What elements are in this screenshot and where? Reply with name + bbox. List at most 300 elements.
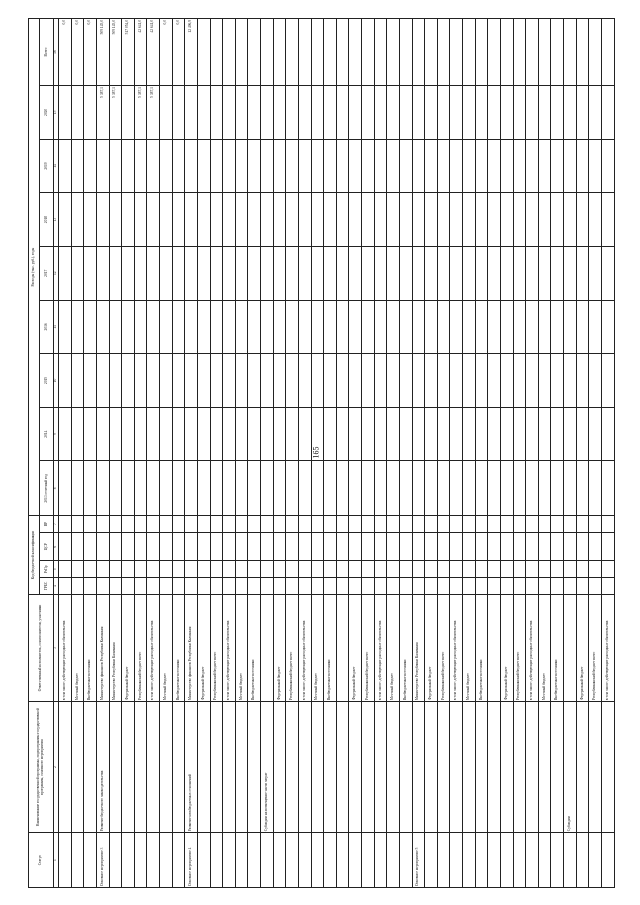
table-cell — [172, 561, 185, 578]
table-cell — [513, 19, 526, 86]
table-cell — [261, 139, 274, 193]
table-cell — [349, 407, 362, 461]
table-cell — [311, 246, 324, 300]
table-cell — [109, 461, 122, 516]
table-cell — [160, 833, 173, 888]
table-cell — [513, 578, 526, 595]
table-cell — [286, 561, 299, 578]
table-cell — [71, 578, 84, 595]
table-cell — [513, 461, 526, 516]
table-cell: Местный бюджет — [160, 594, 173, 701]
table-row — [71, 19, 84, 888]
table-cell — [387, 532, 400, 561]
table-cell — [450, 516, 463, 533]
table-cell — [387, 193, 400, 247]
table-cell — [109, 246, 122, 300]
table-cell — [374, 578, 387, 595]
table-cell — [273, 354, 286, 408]
header-expenses: Расходы (тыс. руб.), годы — [29, 19, 40, 516]
table-cell — [399, 86, 412, 140]
table-cell — [122, 300, 135, 354]
table-cell — [71, 833, 84, 888]
header-year-2020: 2020 — [40, 86, 54, 140]
rotated-table-container — [28, 18, 611, 888]
table-cell — [488, 702, 501, 833]
table-cell: 0,0 — [172, 19, 185, 86]
table-cell — [387, 516, 400, 533]
table-cell — [425, 246, 438, 300]
table-cell — [311, 407, 324, 461]
table-cell — [589, 193, 602, 247]
table-cell — [500, 702, 513, 833]
table-cell — [450, 246, 463, 300]
table-cell — [172, 461, 185, 516]
table-cell — [185, 561, 198, 578]
table-cell — [362, 561, 375, 578]
table-cell — [273, 407, 286, 461]
table-row — [475, 19, 488, 888]
table-cell — [425, 193, 438, 247]
table-cell: 517 054,0 — [122, 19, 135, 86]
table-cell — [336, 532, 349, 561]
table-cell: в том числе: действующие расходные обязательства — [298, 594, 311, 701]
table-cell — [450, 139, 463, 193]
table-cell: в том числе: действующие расходные обязательства — [374, 594, 387, 701]
table-cell — [248, 833, 261, 888]
table-cell — [538, 561, 551, 578]
table-cell — [210, 407, 223, 461]
table-cell — [248, 702, 261, 833]
table-cell — [349, 702, 362, 833]
table-cell — [538, 246, 551, 300]
table-cell — [197, 516, 210, 533]
table-cell — [513, 246, 526, 300]
table-cell — [71, 407, 84, 461]
table-cell — [513, 407, 526, 461]
table-cell — [488, 193, 501, 247]
table-cell — [463, 354, 476, 408]
table-cell — [248, 300, 261, 354]
table-cell — [601, 578, 614, 595]
table-cell — [576, 86, 589, 140]
table-cell — [134, 561, 147, 578]
table-cell — [71, 561, 84, 578]
table-cell — [223, 19, 236, 86]
table-cell — [500, 246, 513, 300]
table-cell — [248, 246, 261, 300]
table-cell — [248, 139, 261, 193]
table-cell — [147, 407, 160, 461]
table-cell — [450, 532, 463, 561]
table-cell — [273, 246, 286, 300]
column-number: 7 — [54, 516, 59, 533]
table-cell — [324, 86, 337, 140]
table-cell — [59, 300, 72, 354]
table-cell — [336, 561, 349, 578]
table-cell — [261, 407, 274, 461]
table-cell: Внебюджетные источники — [324, 594, 337, 701]
table-cell — [223, 300, 236, 354]
table-cell — [210, 86, 223, 140]
table-cell — [463, 300, 476, 354]
table-cell — [589, 578, 602, 595]
table-cell — [500, 461, 513, 516]
table-cell — [185, 246, 198, 300]
table-cell — [387, 354, 400, 408]
table-cell — [538, 86, 551, 140]
table-cell: в том числе: действующие расходные обязательства — [223, 594, 236, 701]
table-cell — [437, 193, 450, 247]
table-cell — [172, 407, 185, 461]
table-cell — [197, 300, 210, 354]
table-cell — [311, 193, 324, 247]
table-cell — [538, 532, 551, 561]
table-cell — [362, 300, 375, 354]
table-cell — [475, 461, 488, 516]
table-cell — [286, 516, 299, 533]
table-cell — [551, 833, 564, 888]
table-row — [210, 19, 223, 888]
table-row — [589, 19, 602, 888]
table-cell — [134, 193, 147, 247]
table-cell — [500, 139, 513, 193]
table-cell — [475, 86, 488, 140]
table-cell — [248, 516, 261, 533]
table-cell — [500, 300, 513, 354]
table-cell — [122, 578, 135, 595]
table-cell — [96, 354, 109, 408]
page-number: 165 — [311, 446, 321, 459]
table-cell — [526, 86, 539, 140]
table-row — [197, 19, 210, 888]
table-row — [526, 19, 539, 888]
table-cell: Внебюджетные источники — [248, 594, 261, 701]
table-cell — [286, 354, 299, 408]
table-cell — [96, 461, 109, 516]
table-cell — [349, 193, 362, 247]
table-cell — [475, 193, 488, 247]
table-cell — [122, 702, 135, 833]
table-cell — [185, 578, 198, 595]
column-number: 2 — [54, 702, 59, 833]
table-row — [273, 19, 286, 888]
table-cell: Развитие межбюджетных отношений — [185, 702, 198, 833]
table-cell — [84, 407, 97, 461]
table-cell — [601, 532, 614, 561]
table-cell — [172, 246, 185, 300]
table-row — [84, 19, 97, 888]
table-cell — [564, 532, 577, 561]
table-cell — [463, 86, 476, 140]
table-cell — [374, 561, 387, 578]
table-cell — [324, 300, 337, 354]
table-cell — [551, 300, 564, 354]
table-cell — [311, 139, 324, 193]
table-cell — [273, 300, 286, 354]
table-cell — [336, 702, 349, 833]
table-cell — [185, 516, 198, 533]
table-cell — [122, 561, 135, 578]
table-cell — [551, 561, 564, 578]
table-cell — [197, 461, 210, 516]
table-cell — [185, 193, 198, 247]
table-cell — [475, 532, 488, 561]
table-cell — [71, 300, 84, 354]
table-cell — [463, 139, 476, 193]
table-cell — [500, 407, 513, 461]
table-cell — [324, 532, 337, 561]
table-cell — [425, 532, 438, 561]
table-cell — [109, 354, 122, 408]
table-cell: в том числе: действующие расходные обязательства — [147, 594, 160, 701]
table-cell — [122, 246, 135, 300]
table-cell — [311, 354, 324, 408]
table-cell — [71, 516, 84, 533]
table-cell — [412, 86, 425, 140]
table-cell — [286, 193, 299, 247]
table-cell — [538, 139, 551, 193]
table-cell: Федеральный бюджет — [425, 594, 438, 701]
table-cell — [59, 578, 72, 595]
table-cell — [437, 139, 450, 193]
table-cell — [425, 139, 438, 193]
table-cell: 5 387,1 — [147, 86, 160, 140]
table-cell: Республиканский бюджет всего — [437, 594, 450, 701]
header-year-2015: 2015 — [40, 354, 54, 408]
table-row — [450, 19, 463, 888]
table-row — [349, 19, 362, 888]
header-year-2017: 2017 — [40, 246, 54, 300]
column-number: 11 — [54, 300, 59, 354]
table-cell — [488, 594, 501, 701]
table-cell — [488, 246, 501, 300]
column-number: 6 — [54, 532, 59, 561]
table-cell — [362, 578, 375, 595]
table-cell — [223, 246, 236, 300]
table-cell — [374, 86, 387, 140]
table-cell — [235, 246, 248, 300]
table-cell: 5 387,1 — [96, 86, 109, 140]
table-cell — [147, 300, 160, 354]
table-cell — [589, 702, 602, 833]
table-cell — [349, 19, 362, 86]
table-row — [96, 19, 109, 888]
table-cell: 42 641,0 — [147, 19, 160, 86]
table-cell — [273, 19, 286, 86]
table-cell — [109, 516, 122, 533]
table-cell — [235, 702, 248, 833]
table-cell — [387, 561, 400, 578]
table-cell: 42 641,0 — [134, 19, 147, 86]
table-cell — [160, 86, 173, 140]
table-cell — [147, 532, 160, 561]
table-row — [172, 19, 185, 888]
table-row — [425, 19, 438, 888]
table-cell — [526, 19, 539, 86]
table-cell — [412, 578, 425, 595]
table-cell — [59, 407, 72, 461]
table-cell — [564, 300, 577, 354]
table-cell — [374, 702, 387, 833]
table-cell — [564, 561, 577, 578]
table-cell — [589, 532, 602, 561]
table-cell — [71, 532, 84, 561]
table-cell — [273, 461, 286, 516]
table-cell: Республиканский бюджет всего — [134, 594, 147, 701]
table-cell — [172, 139, 185, 193]
table-cell — [273, 139, 286, 193]
table-cell — [71, 354, 84, 408]
table-cell — [475, 407, 488, 461]
budget-table — [28, 18, 615, 888]
table-cell — [526, 354, 539, 408]
table-cell — [298, 193, 311, 247]
table-cell — [96, 532, 109, 561]
column-number: 13 — [54, 193, 59, 247]
table-cell — [450, 354, 463, 408]
table-cell — [324, 246, 337, 300]
table-cell — [576, 354, 589, 408]
table-cell — [513, 354, 526, 408]
table-cell — [488, 578, 501, 595]
table-cell — [349, 461, 362, 516]
table-cell — [235, 300, 248, 354]
table-cell — [273, 86, 286, 140]
table-cell — [362, 354, 375, 408]
table-cell — [311, 578, 324, 595]
table-row — [122, 19, 135, 888]
table-cell: Внебюджетные источники — [84, 594, 97, 701]
table-cell — [576, 578, 589, 595]
table-cell — [564, 461, 577, 516]
table-cell — [324, 833, 337, 888]
table-cell — [463, 19, 476, 86]
table-cell — [122, 407, 135, 461]
table-cell — [59, 354, 72, 408]
table-cell — [223, 516, 236, 533]
table-cell — [71, 193, 84, 247]
table-cell: 509 145,0 — [109, 19, 122, 86]
table-cell — [488, 139, 501, 193]
table-cell — [210, 561, 223, 578]
table-cell — [551, 19, 564, 86]
table-cell — [399, 193, 412, 247]
table-cell — [437, 578, 450, 595]
table-cell — [488, 407, 501, 461]
table-cell — [513, 702, 526, 833]
table-cell — [538, 193, 551, 247]
table-cell — [425, 354, 438, 408]
table-cell — [109, 407, 122, 461]
table-cell — [538, 516, 551, 533]
table-cell — [564, 139, 577, 193]
table-cell: Внебюджетные источники — [172, 594, 185, 701]
table-cell — [185, 86, 198, 140]
table-cell — [576, 833, 589, 888]
table-cell — [210, 532, 223, 561]
table-cell — [336, 19, 349, 86]
table-cell — [450, 561, 463, 578]
table-cell — [601, 139, 614, 193]
table-cell — [147, 139, 160, 193]
table-cell — [399, 461, 412, 516]
table-cell — [197, 561, 210, 578]
table-cell — [601, 833, 614, 888]
table-cell — [374, 193, 387, 247]
table-cell — [71, 139, 84, 193]
table-cell — [210, 702, 223, 833]
table-cell — [399, 516, 412, 533]
table-cell — [349, 354, 362, 408]
table-row — [538, 19, 551, 888]
table-cell — [84, 86, 97, 140]
table-cell — [513, 516, 526, 533]
table-cell: Республиканский бюджет всего — [210, 594, 223, 701]
table-cell: Министерство финансов Республики Калмыкия — [185, 594, 198, 701]
header-grbs: ГРБС — [40, 578, 54, 595]
table-cell: Местный бюджет — [235, 594, 248, 701]
table-cell — [374, 19, 387, 86]
table-cell — [261, 516, 274, 533]
table-cell — [349, 561, 362, 578]
table-cell — [59, 702, 72, 833]
table-cell — [513, 561, 526, 578]
table-cell — [374, 407, 387, 461]
table-cell — [122, 461, 135, 516]
table-cell — [122, 354, 135, 408]
table-cell — [84, 833, 97, 888]
table-cell — [425, 300, 438, 354]
table-cell — [564, 578, 577, 595]
table-cell — [160, 578, 173, 595]
table-cell — [450, 193, 463, 247]
table-cell — [463, 561, 476, 578]
table-cell — [261, 461, 274, 516]
table-cell — [336, 578, 349, 595]
table-cell — [223, 532, 236, 561]
table-cell — [475, 19, 488, 86]
table-cell — [399, 139, 412, 193]
table-cell — [437, 407, 450, 461]
table-cell — [84, 516, 97, 533]
table-cell — [374, 833, 387, 888]
table-cell — [589, 516, 602, 533]
table-cell — [134, 354, 147, 408]
table-cell — [160, 407, 173, 461]
table-cell — [298, 702, 311, 833]
table-cell — [336, 300, 349, 354]
table-row — [223, 19, 236, 888]
table-cell — [311, 461, 324, 516]
header-name: Наименование государственной программы, подпрограммы государственной программы, основного мероприятия — [29, 702, 54, 833]
table-cell: 0,0 — [84, 19, 97, 86]
table-cell — [526, 139, 539, 193]
table-cell — [84, 702, 97, 833]
table-cell — [298, 532, 311, 561]
table-cell — [412, 561, 425, 578]
table-cell — [311, 19, 324, 86]
table-cell — [210, 193, 223, 247]
table-row — [286, 19, 299, 888]
table-cell — [273, 578, 286, 595]
table-cell — [488, 86, 501, 140]
table-cell: Федеральный бюджет — [576, 594, 589, 701]
header-year-2013: 2013 отчетный год — [40, 461, 54, 516]
table-cell — [475, 300, 488, 354]
table-cell — [488, 833, 501, 888]
table-cell — [387, 702, 400, 833]
table-cell — [576, 193, 589, 247]
